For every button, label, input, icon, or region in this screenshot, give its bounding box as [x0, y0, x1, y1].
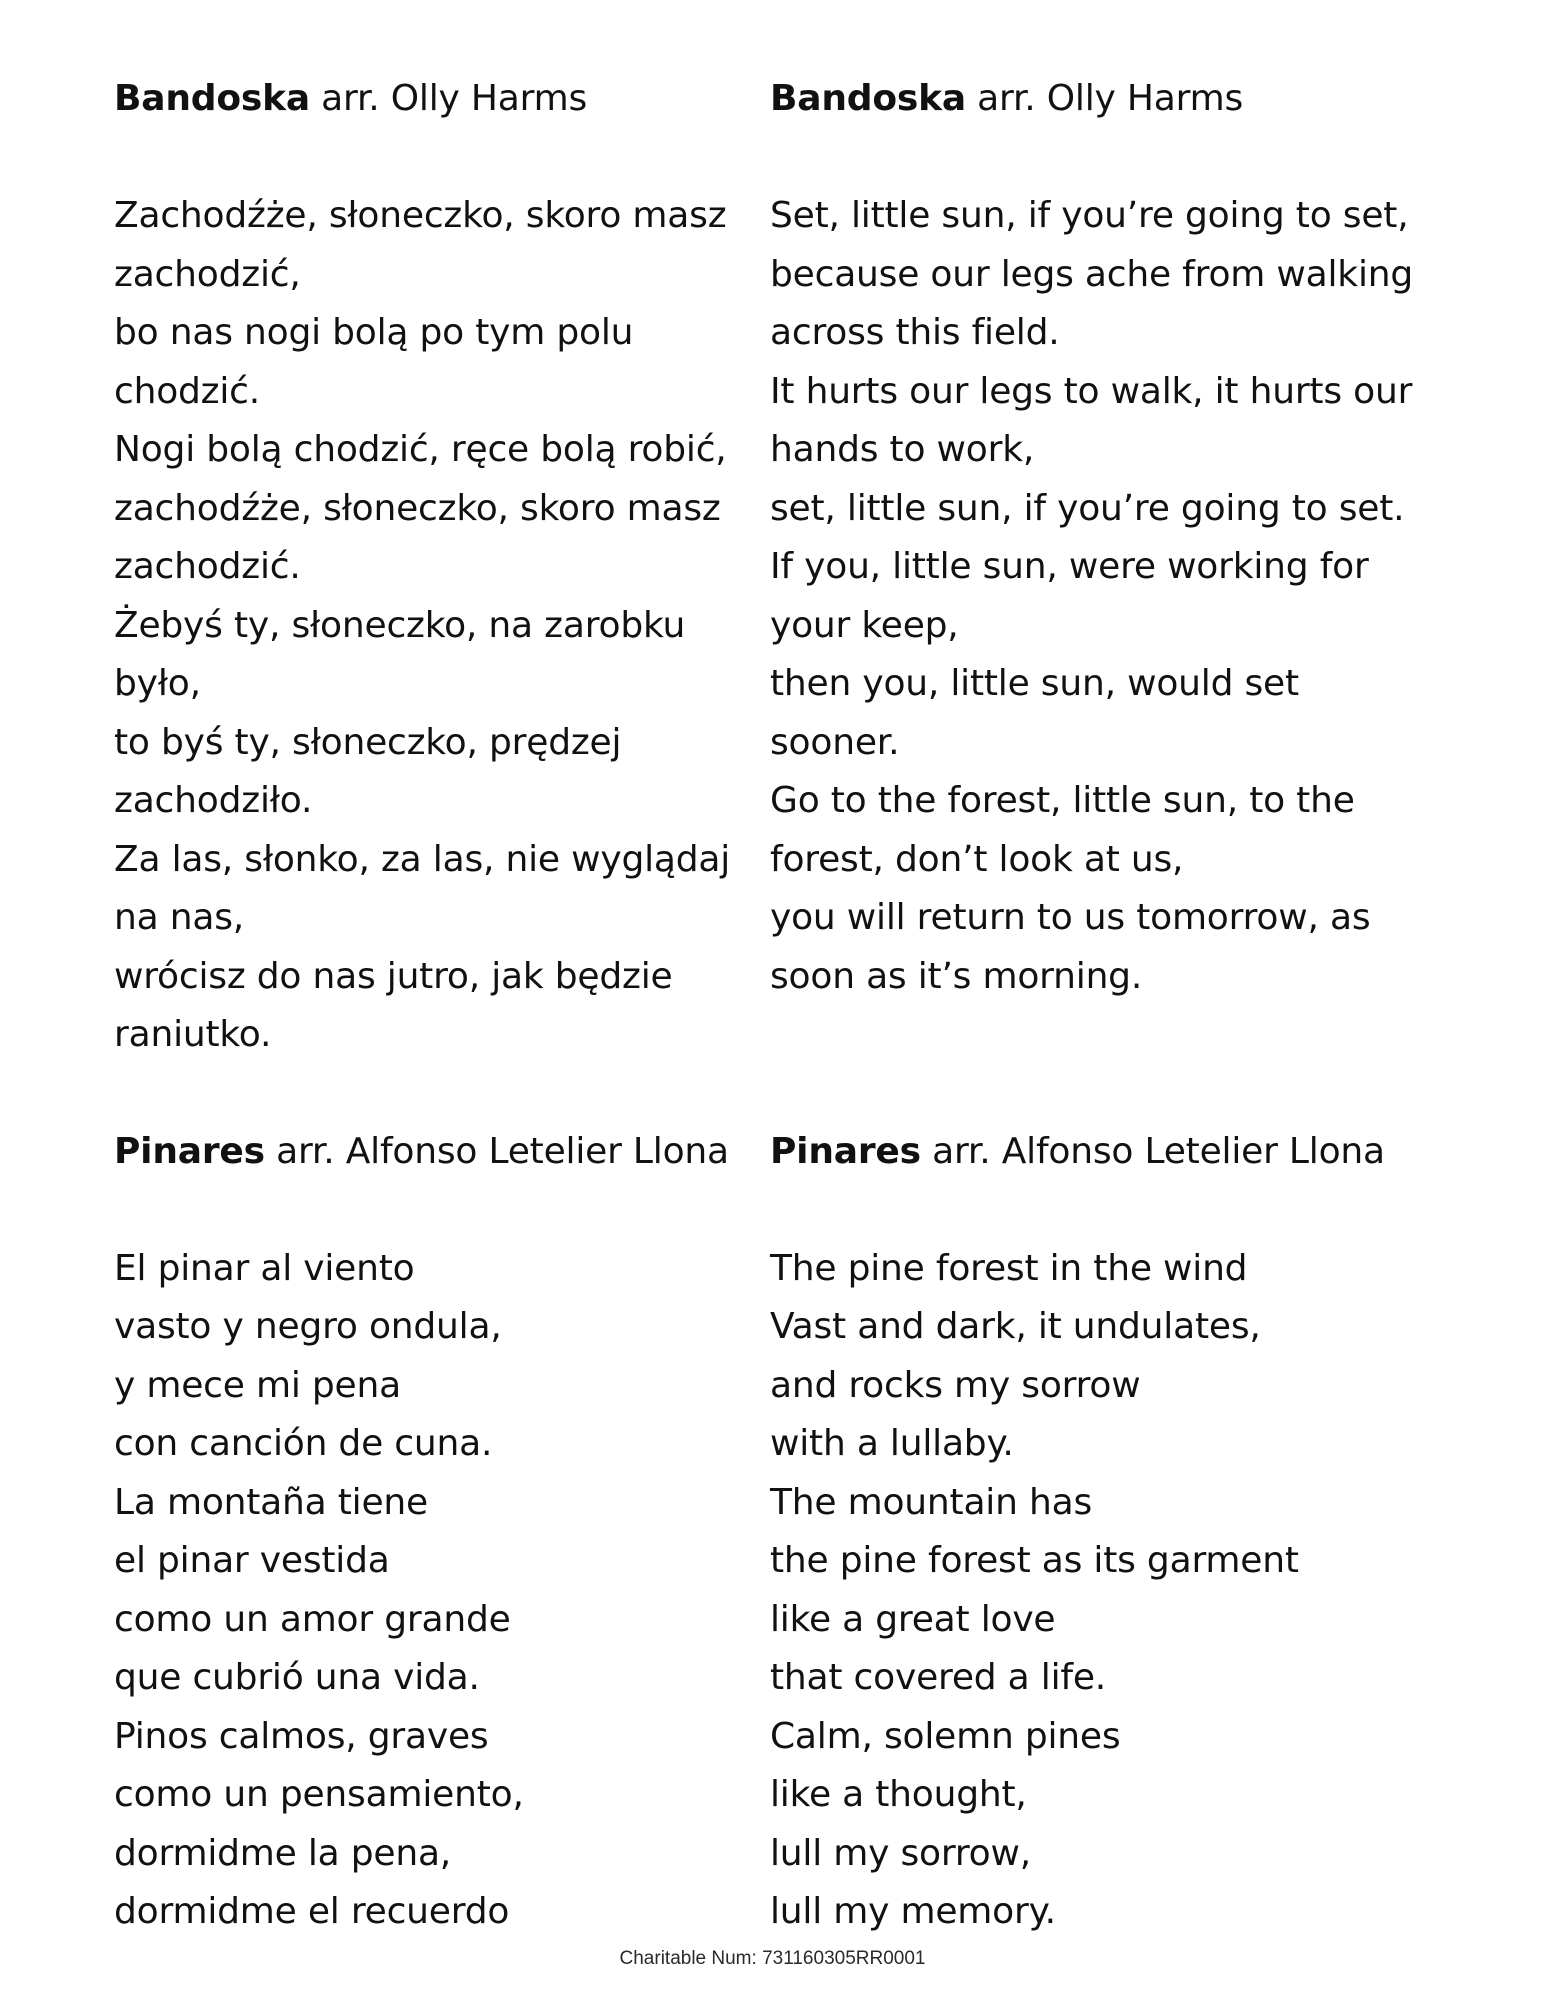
lyric-line: to byś ty, słoneczko, prędzej zachodziło.	[114, 721, 622, 821]
song-arranger: arr. Alfonso Letelier Llona	[264, 1130, 729, 1172]
lyric-line: lull my memory.	[770, 1891, 1056, 1932]
lyric-line: with a lullaby.	[770, 1423, 1014, 1464]
lyric-line: el pinar vestida	[114, 1540, 390, 1581]
translation-column	[770, 70, 1434, 1065]
lyric-line: que cubrió una vida.	[114, 1657, 480, 1698]
lyric-line: The mountain has	[770, 1481, 1092, 1523]
lyric-line: The pine forest in the wind	[770, 1247, 1248, 1289]
original-column	[114, 1123, 770, 1942]
song-title: Bandoska	[770, 78, 966, 119]
lyrics-original	[114, 1240, 770, 1942]
song-heading	[770, 1123, 1434, 1182]
lyric-line: because our legs ache from walking across this field.	[770, 253, 1414, 353]
song-section-bandoska	[114, 70, 1434, 1065]
charitable-number-footer: Charitable Num: 731160305RR0001	[619, 1948, 926, 1969]
lyric-line: bo nas nogi bolą po tym polu chodzić.	[114, 312, 634, 412]
lyric-line: Vast and dark, it undulates,	[770, 1306, 1261, 1347]
lyric-line: set, little sun, if you’re going to set.	[770, 487, 1405, 529]
song-title: Pinares	[770, 1130, 921, 1172]
lyric-line: Calm, solemn pines	[770, 1715, 1121, 1757]
lyrics-translation	[770, 1240, 1434, 1942]
lyric-line: Go to the forest, little sun, to the forest, don’t look at us,	[770, 780, 1355, 880]
lyric-line: zachodźże, słoneczko, skoro masz zachodzić.	[114, 487, 721, 587]
song-section-pinares	[114, 1123, 1434, 1942]
lyric-line: Pinos calmos, graves	[114, 1715, 489, 1757]
song-heading	[114, 1123, 770, 1182]
lyric-line: that covered a life.	[770, 1657, 1107, 1698]
song-arranger: arr. Olly Harms	[965, 78, 1244, 119]
lyric-line: It hurts our legs to walk, it hurts our hands to work,	[770, 370, 1413, 470]
original-column	[114, 70, 770, 1065]
lyric-line: you will return to us tomorrow, as soon as it’s morning.	[770, 897, 1371, 997]
lyric-line: like a great love	[770, 1598, 1056, 1640]
lyric-line: como un amor grande	[114, 1598, 511, 1640]
lyric-line: y mece mi pena	[114, 1364, 401, 1406]
lyric-line: con canción de cuna.	[114, 1423, 493, 1464]
lyrics-translation	[770, 187, 1434, 1006]
page-content	[114, 70, 1434, 1942]
lyric-line: then you, little sun, would set sooner.	[770, 663, 1299, 763]
lyric-line: dormidme el recuerdo	[114, 1891, 510, 1932]
lyric-line: and rocks my sorrow	[770, 1364, 1141, 1406]
lyric-line: the pine forest as its garment	[770, 1540, 1299, 1581]
lyric-line: Zachodźże, słoneczko, skoro masz zachodzić,	[114, 195, 727, 295]
lyric-line: like a thought,	[770, 1774, 1027, 1815]
lyric-line: como un pensamiento,	[114, 1774, 524, 1815]
song-heading	[770, 70, 1434, 129]
song-title: Bandoska	[114, 78, 310, 119]
lyric-line: If you, little sun, were working for your keep,	[770, 546, 1369, 646]
lyric-line: Żebyś ty, słoneczko, na zarobku było,	[114, 604, 686, 704]
lyric-line: vasto y negro ondula,	[114, 1306, 502, 1347]
lyric-line: dormidme la pena,	[114, 1832, 452, 1874]
lyric-line: wrócisz do nas jutro, jak będzie raniutko.	[114, 955, 673, 1055]
song-arranger: arr. Alfonso Letelier Llona	[920, 1130, 1385, 1172]
song-title: Pinares	[114, 1130, 265, 1172]
lyric-line: lull my sorrow,	[770, 1832, 1031, 1874]
lyric-line: El pinar al viento	[114, 1247, 415, 1289]
lyric-line: Set, little sun, if you’re going to set,	[770, 195, 1409, 236]
lyric-line: La montaña tiene	[114, 1481, 428, 1523]
lyric-line: Nogi bolą chodzić, ręce bolą robić,	[114, 429, 727, 470]
lyrics-original	[114, 187, 770, 1065]
song-heading	[114, 70, 770, 129]
translation-column	[770, 1123, 1434, 1942]
song-arranger: arr. Olly Harms	[309, 78, 588, 119]
lyric-line: Za las, słonko, za las, nie wyglądaj na nas,	[114, 838, 731, 938]
